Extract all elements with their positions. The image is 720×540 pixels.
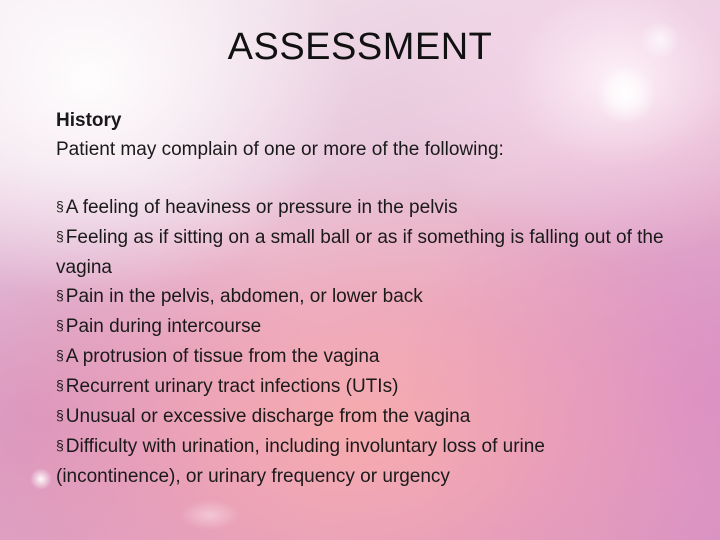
bullet-icon: § xyxy=(56,437,64,453)
slide-body xyxy=(56,106,666,491)
bullet-icon: § xyxy=(56,407,64,423)
bullet-icon: § xyxy=(56,377,64,393)
light-glow-decoration xyxy=(30,468,52,490)
bullet-icon: § xyxy=(56,198,64,214)
bullet-item xyxy=(56,312,666,342)
bullet-text: Feeling as if sitting on a small ball or as if something is falling out of the vagina xyxy=(56,227,664,278)
subheading: History xyxy=(56,110,122,131)
bullet-item xyxy=(56,372,666,402)
bullet-icon: § xyxy=(56,347,64,363)
intro-text: Patient may complain of one or more of the following: xyxy=(56,139,504,160)
bullet-text: Unusual or excessive discharge from the vagina xyxy=(65,406,471,427)
bullet-list xyxy=(56,193,666,491)
bullet-text: A feeling of heaviness or pressure in the pelvis xyxy=(65,197,458,218)
bullet-text: Pain in the pelvis, abdomen, or lower back xyxy=(65,286,423,307)
bullet-text: A protrusion of tissue from the vagina xyxy=(65,346,380,367)
bullet-icon: § xyxy=(56,228,64,244)
bullet-text: Pain during intercourse xyxy=(65,316,262,337)
slide-title: ASSESSMENT xyxy=(227,26,493,68)
bullet-icon: § xyxy=(56,287,64,303)
bullet-item xyxy=(56,193,666,223)
bullet-item xyxy=(56,432,666,491)
bullet-item xyxy=(56,223,666,282)
light-glow-decoration xyxy=(180,500,240,530)
bullet-item xyxy=(56,282,666,312)
bullet-icon: § xyxy=(56,317,64,333)
bullet-item xyxy=(56,342,666,372)
bullet-item xyxy=(56,402,666,432)
bullet-text: Recurrent urinary tract infections (UTIs) xyxy=(65,376,399,397)
bullet-text: Difficulty with urination, including involuntary loss of urine (incontinence), or urinary frequency or urgency xyxy=(56,436,545,487)
